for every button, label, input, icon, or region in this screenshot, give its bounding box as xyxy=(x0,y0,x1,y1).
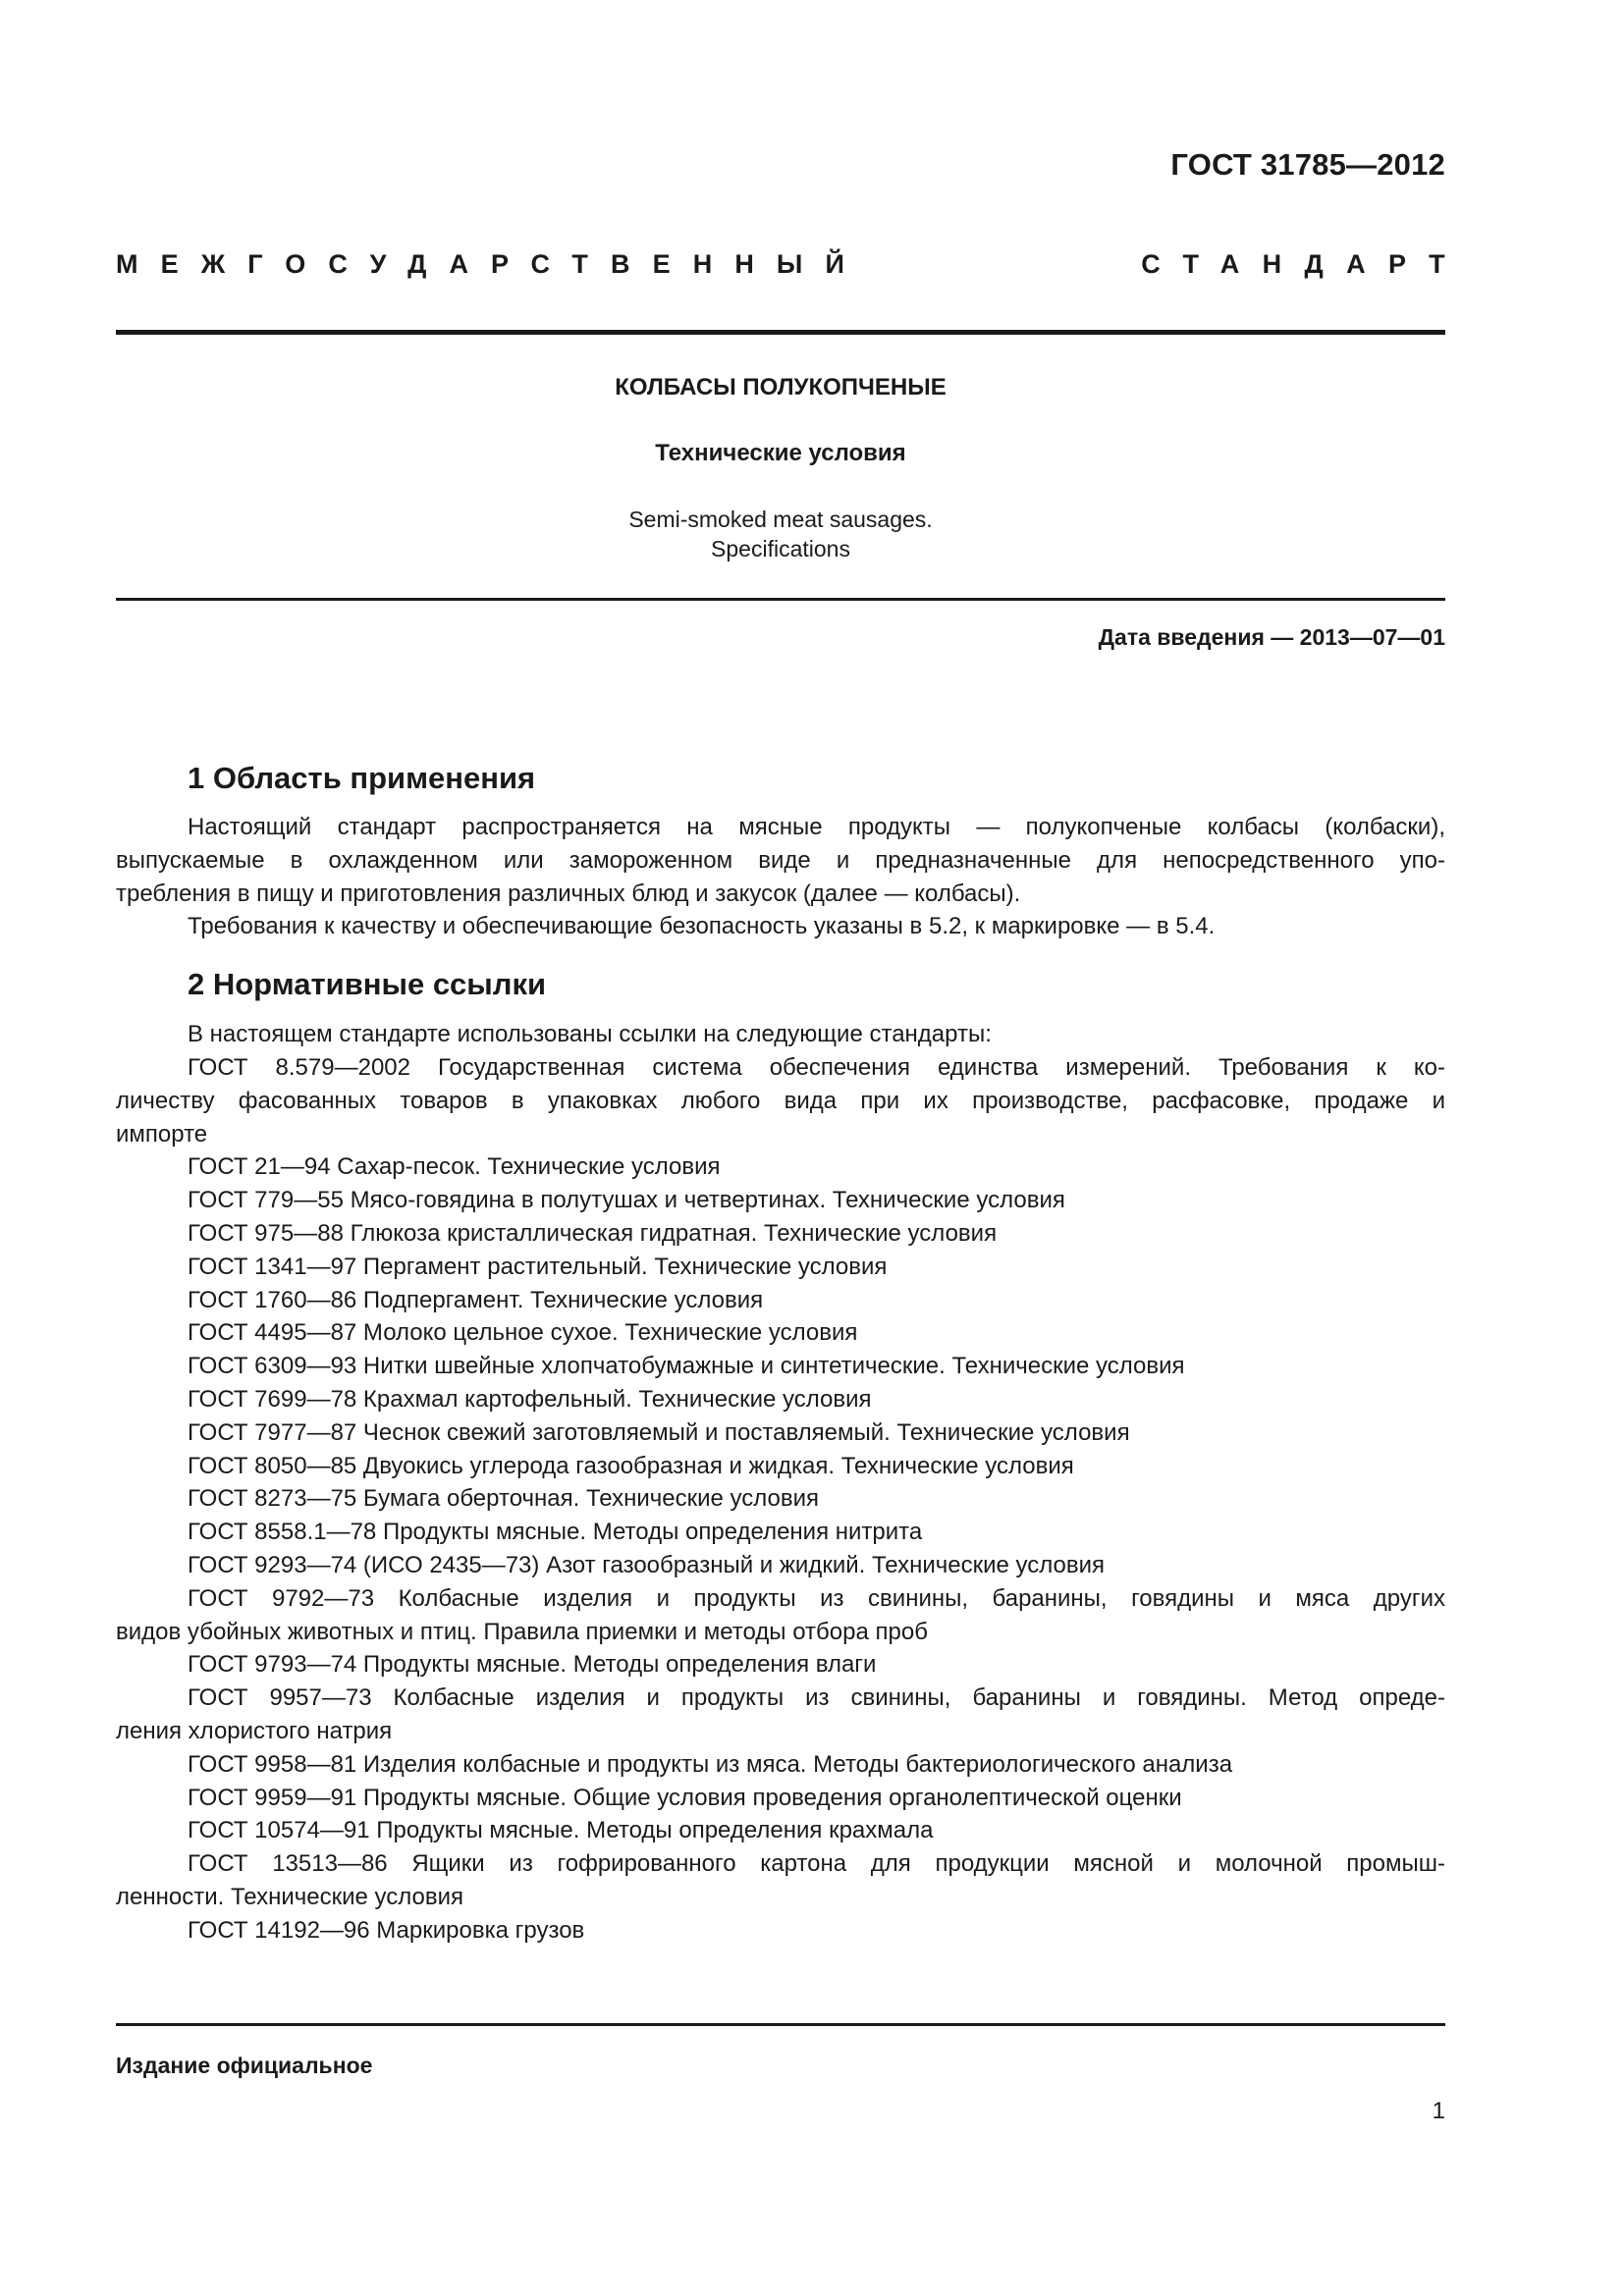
section-1-paragraph-2: Требования к качеству и обеспечивающие безопасность указаны в 5.2, к маркировке — в 5.4. xyxy=(188,913,1216,940)
standard-type-word-interstate: МЕЖГОСУДАРСТВЕННЫЙ xyxy=(116,249,867,279)
reference-item: ГОСТ 8.579—2002 Государственная система обеспечения единства измерений. Требования к ко- xyxy=(188,1053,1445,1081)
section-1-body xyxy=(116,811,1445,943)
reference-item-continuation: видов убойных животных и птиц. Правила приемки и методы отбора проб xyxy=(116,1618,928,1645)
reference-item: ГОСТ 14192—96 Маркировка грузов xyxy=(188,1916,585,1944)
reference-item: ГОСТ 975—88 Глюкоза кристаллическая гидратная. Технические условия xyxy=(188,1219,998,1247)
middle-divider xyxy=(116,598,1445,601)
reference-item-continuation: ления хлористого натрия xyxy=(116,1717,393,1744)
reference-item: ГОСТ 1760—86 Подпергамент. Технические условия xyxy=(188,1286,764,1313)
reference-item: ГОСТ 9793—74 Продукты мясные. Методы определения влаги xyxy=(188,1651,877,1679)
reference-item-continuation: ленности. Технические условия xyxy=(116,1883,464,1910)
document-number: ГОСТ 31785—2012 xyxy=(1170,147,1445,182)
document-title: КОЛБАСЫ ПОЛУКОПЧЕНЫЕ xyxy=(615,374,947,400)
section-1-line: Настоящий стандарт распространяется на мясные продукты — полукопченые колбасы (колбаски), xyxy=(188,814,1445,840)
reference-item: ГОСТ 1341—97 Пергамент растительный. Технические условия xyxy=(188,1253,888,1280)
reference-item: ГОСТ 8050—85 Двуокись углерода газообразная и жидкая. Технические условия xyxy=(188,1452,1074,1479)
english-title-line2: Specifications xyxy=(711,536,850,561)
reference-item: ГОСТ 7699—78 Крахмал картофельный. Технические условия xyxy=(188,1385,872,1413)
bottom-divider xyxy=(116,2023,1445,2026)
reference-item-continuation: личеству фасованных товаров в упаковках любого вида при их производстве, расфасовке, продаже и xyxy=(116,1087,1445,1114)
document-subtitle: Технические условия xyxy=(655,440,906,466)
section-2-heading: 2 Нормативные ссылки xyxy=(188,967,547,1002)
official-edition-label: Издание официальное xyxy=(116,2053,373,2078)
reference-item: ГОСТ 9792—73 Колбасные изделия и продукты из свинины, баранины, говядины и мяса других xyxy=(188,1584,1445,1612)
reference-item: ГОСТ 8273—75 Бумага оберточная. Технические условия xyxy=(188,1485,820,1513)
section-2-body xyxy=(116,1018,1445,1947)
section-1-heading: 1 Область применения xyxy=(188,761,536,795)
standard-type-heading xyxy=(116,249,1468,280)
section-1-line: выпускаемые в охлажденном или замороженном виде и предназначенные для непосредственного упо- xyxy=(116,846,1445,874)
reference-item: ГОСТ 13513—86 Ящики из гофрированного картона для продукции мясной и молочной промыш- xyxy=(188,1850,1445,1878)
reference-item: ГОСТ 21—94 Сахар-песок. Технические условия xyxy=(188,1153,721,1181)
reference-item: ГОСТ 9959—91 Продукты мясные. Общие условия проведения органолептической оценки xyxy=(188,1784,1182,1811)
standard-type-word-standard: СТАНДАРТ xyxy=(1141,249,1468,279)
reference-item-continuation: импорте xyxy=(116,1120,208,1148)
section-2-intro: В настоящем стандарте использованы ссылки на следующие стандарты: xyxy=(188,1021,992,1048)
english-title xyxy=(116,505,1445,563)
document-body xyxy=(116,758,1445,1948)
reference-item: ГОСТ 9958—81 Изделия колбасные и продукты из мяса. Методы бактериологического анализа xyxy=(188,1750,1233,1778)
top-divider xyxy=(116,330,1445,335)
section-1-line: требления в пищу и приготовления различных блюд и закусок (далее — колбасы). xyxy=(116,880,1021,907)
english-title-line1: Semi-smoked meat sausages. xyxy=(628,507,933,532)
reference-item: ГОСТ 7977—87 Чеснок свежий заготовляемый и поставляемый. Технические условия xyxy=(188,1418,1130,1446)
reference-item: ГОСТ 779—55 Мясо-говядина в полутушах и четвертинах. Технические условия xyxy=(188,1187,1065,1214)
reference-item: ГОСТ 9957—73 Колбасные изделия и продукты из свинины, баранины и говядины. Метод опреде- xyxy=(188,1684,1445,1712)
reference-item: ГОСТ 8558.1—78 Продукты мясные. Методы определения нитрита xyxy=(188,1519,923,1546)
reference-item: ГОСТ 6309—93 Нитки швейные хлопчатобумажные и синтетические. Технические условия xyxy=(188,1353,1185,1380)
reference-item: ГОСТ 9293—74 (ИСО 2435—73) Азот газообразный и жидкий. Технические условия xyxy=(188,1551,1106,1578)
introduction-date: Дата введения — 2013—07—01 xyxy=(1098,624,1445,650)
reference-item: ГОСТ 10574—91 Продукты мясные. Методы определения крахмала xyxy=(188,1817,934,1844)
page-number: 1 xyxy=(1432,2098,1445,2124)
reference-item: ГОСТ 4495—87 Молоко цельное сухое. Технические условия xyxy=(188,1319,858,1347)
